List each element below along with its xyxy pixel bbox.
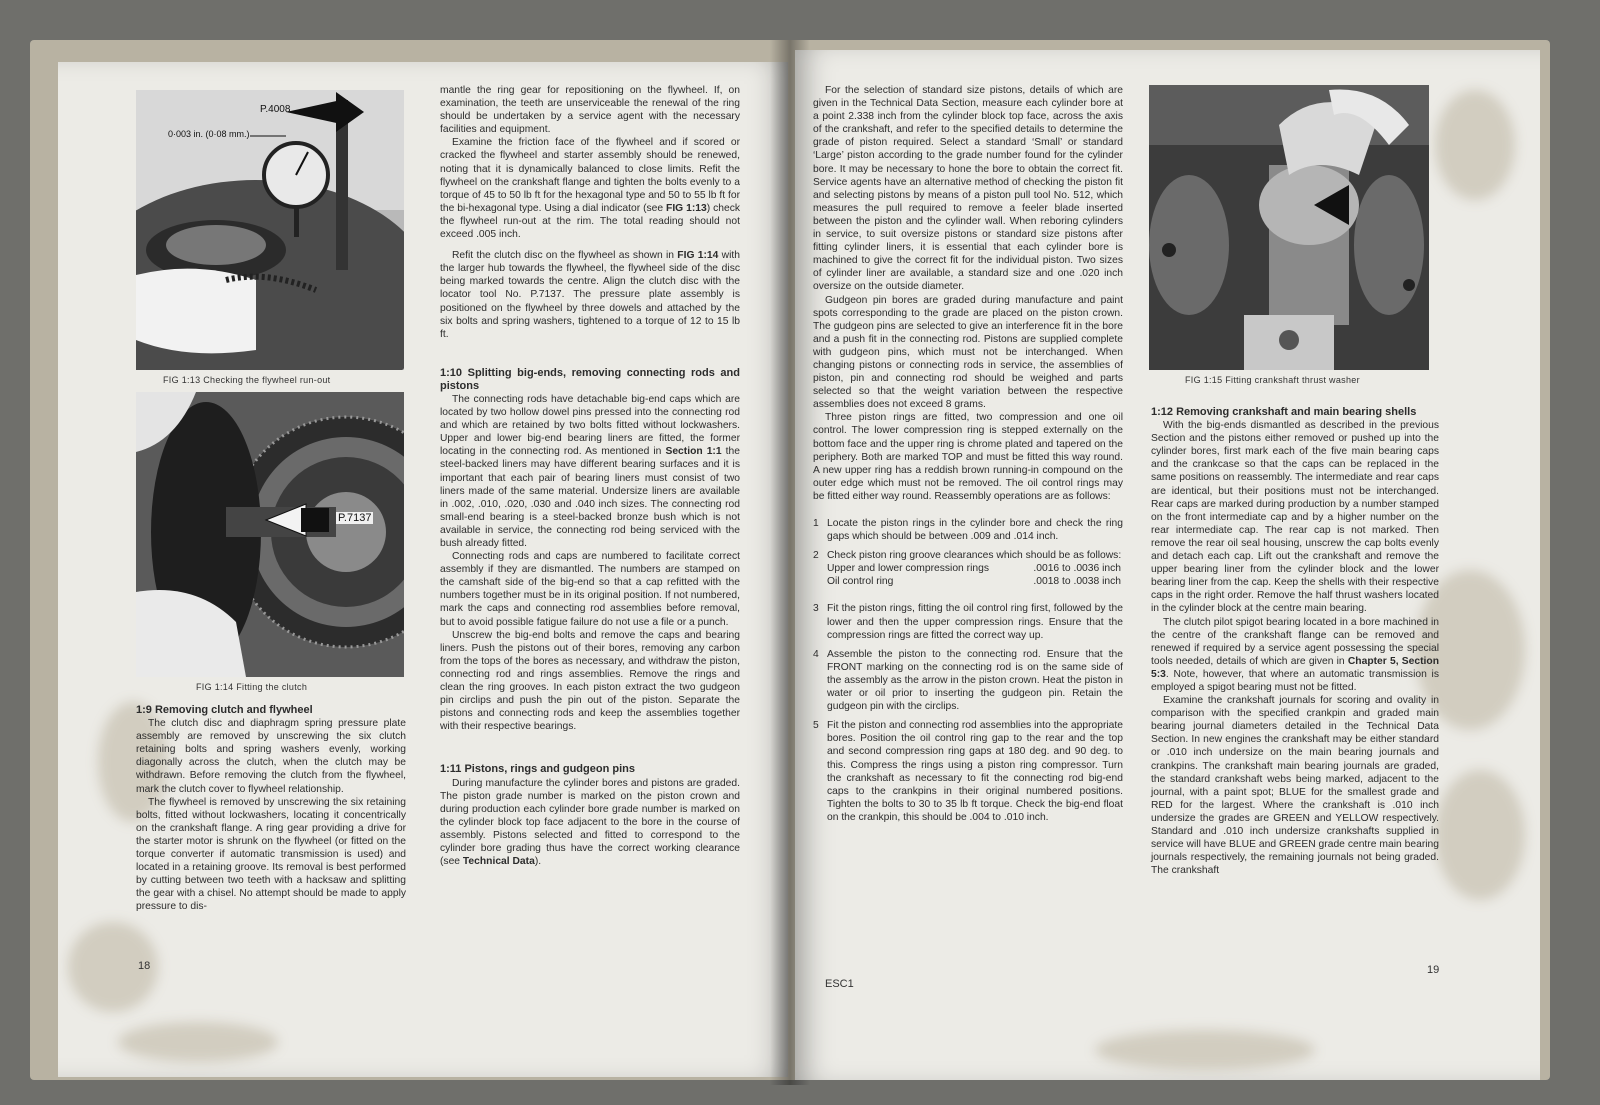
paragraph: For the selection of standard size pistons, details of which are given in the Technical Data Section, measure each cylinder bore at a point 2.338 inch from the cylinder block top face, across the axis of the crankshaft, and refer to the specified details to determine the grade of piston required. Select a standard ‘Small’ or standard ‘Large’ piston according to the grade number found for the cylinder bore. It may be necessary to hone the bore to obtain the correct fit. Service agents have an alternative method of checking the piston fit and selecting pistons by means of a piston pull tool No. 512, which measures the pull required to remove a feeler blade inserted between the piston and the cylinder wall. When reboring cylinders in service, to suit oversize pistons or standard size pistons after fitting cylinder liners, it is essential that each cylinder bore is machined to give the correct fit for the individual piston. Two sizes of cylinder liner are available, a standard size and one .020 inch oversize on the outside diameter.: [813, 85, 1123, 293]
reassembly-steps: [813, 517, 1123, 824]
fig15-photo: [1149, 85, 1429, 370]
step-item: 1 Locate the piston rings in the cylinder bore and check the ring gaps which should be between .009 and .014 inch.: [813, 518, 1123, 543]
right-page: [795, 50, 1540, 1080]
spec-row: Upper and lower compression rings .0016 to .0036 inch: [827, 563, 1121, 575]
heading-1-11: 1:11 Pistons, rings and gudgeon pins: [440, 763, 635, 776]
page-number-right: 19: [1427, 964, 1440, 976]
fig-ref: FIG 1:13: [666, 202, 707, 214]
spec-row: Oil control ring .0018 to .0038 inch: [827, 576, 1121, 588]
step-item: 5 Fit the piston and connecting rod assemblies into the appropriate bores. Position the oil control ring gap to the rear and the top and second compression ring gaps at 180 deg. and 90 deg. to this. Compress the rings using a piston ring compressor. Turn the crankshaft as necessary to fit the connecting rod big-end caps to the crankpins in their original numbered positions. Tighten the bolts to 30 to 35 lb ft torque. Check the big-end float on the crankpin, this should be .004 to .010 inch.: [813, 720, 1123, 823]
step-item: 4 Assemble the piston to the connecting rod. Ensure that the FRONT marking on the connecting rod is on the same side of the assembly as the arrow in the piston crown. Heat the piston in water or oil prior to inserting the gudgeon pin. Retain the gudgeon pin with the circlips.: [813, 648, 1123, 713]
heading-1-9: 1:9 Removing clutch and flywheel: [136, 704, 313, 716]
paragraph: With the big-ends dismantled as described in the previous Section and the pistons either removed or pushed up into the cylinder bores, first mark each of the five main bearing caps and the crankcase so that the caps can be replaced in the same positions on reassembly. The intermediate and rear caps are identical, but their positions must not be interchanged. Rear caps are marked during production by a number stamped on the front intermediate cap and by a higher number on the rear intermediate cap. The rear cap is not marked. Then remove the rear oil seal housing, unscrew the cap bolts evenly and detach each cap. Lift out the crankshaft and remove the upper bearing liner from the cylinder block and the lower bearing liner from the cap. Keep the shells with their respective caps in the right order. Remove the half thrust washers located in the cylinder block at the centre main bearing.: [1151, 420, 1439, 615]
paragraph: The clutch pilot spigot bearing located in a bore machined in the centre of the crankshaft flange can be removed and renewed if required by a service agent possessing the special tools needed, details of which are given in Chapter 5, Section 5:3. Note, however, that where an automatic transmission is employed a spigot bearing must not be fitted.: [1151, 616, 1439, 693]
paragraph: The connecting rods have detachable big-end caps which are located by two hollow dowel pins pressed into the connecting rod and which are retained by two bolts fitted without lockwashers. Upper and lower big-end bearing liners are fitted, the former locating in the connecting rod. As mentioned in Section 1:1 the steel-backed liners may have different bearing surfaces and it is important that each pair of bearing liners must consist of two liners made of the same material. Undersize liners are available in .002, .010, .020, .030 and .040 inch sizes. The connecting rod small-end bearing is a steel-backed bronze bush which is not available in service, the connecting rod being serviced with the bush already fitted.: [440, 393, 740, 549]
paragraph: The clutch disc and diaphragm spring pressure plate assembly are removed by unscrewing the six clutch retaining bolts and spring washers evenly, working diagonally across the clutch, when the clutch may be withdrawn. Before removing the clutch from the flywheel, mark the clutch cover to flywheel relationship.: [136, 718, 406, 795]
paragraph: Examine the crankshaft journals for scoring and ovality in comparison with the specified crankpin and graded main bearing journal diameters detailed in the Technical Data Section. In new engines the crankshaft may be either standard or .010 inch undersize on the main bearing journals and crankpins. The crankshaft main bearing journals are graded, the standard crankshaft webs being marked, adjacent to the journal, with a paint spot; BLUE for the smallest grade and RED for the largest. Where the crankshaft is .010 inch undersize the grades are GREEN and YELLOW respectively. Standard and .010 inch undersize crankshafts supplied in service will have BLUE and GREEN grade centre main bearing journals respectively, the remaining journals not being graded. The crankshaft: [1151, 695, 1439, 877]
paragraph: Examine the friction face of the flywheel and if scored or cracked the flywheel and starter assembly should be renewed, noting that it is dynamically balanced to close limits. Refit the flywheel on the crankshaft flange and tighten the bolts evenly to a torque of 45 to 50 lb ft for the hexagonal type and 50 to 55 lb ft for the bi-hexagonal type. Using a dial indicator (see FIG 1:13) check the flywheel run-out at the rim. The total reading should not exceed .005 inch.: [440, 137, 740, 241]
fig14-label-p7137: P.7137: [338, 512, 372, 524]
left-col1-text: [136, 704, 406, 914]
left-page: [58, 62, 788, 1077]
stain: [1435, 770, 1525, 900]
section-ref: Section 1:1: [665, 446, 722, 458]
paragraph: During manufacture the cylinder bores and pistons are graded. The piston grade number is marked on the piston crown and during production each cylinder bore grade number is marked on the cylinder block top face adjacent to the bore in the course of assembly. Pistons selected and fitted to correspond to the cylinder bore grading thus have the correct working clearance (see Technical Data).: [440, 777, 740, 868]
left-col2-text: [440, 84, 740, 868]
fig13-label-gauge: 0·003 in. (0·08 mm.): [168, 129, 250, 139]
paragraph: The flywheel is removed by unscrewing the six retaining bolts, fitted without lockwashers, locating it concentrically on the crankshaft flange. A ring gear providing a drive for the starter motor is shrunk on the flywheel (or fitted on the torque converter if automatic transmission is used) and located in a retaining groove. Its removal is best performed by cutting between two teeth with a hacksaw and splitting the gear with a chisel. No attempt should be made to apply pressure to dis-: [136, 796, 406, 913]
stain: [1095, 1030, 1315, 1070]
section-ref: Chapter 5, Section 5:3: [1151, 655, 1439, 680]
paragraph: Connecting rods and caps are numbered to facilitate correct assembly if they are dismantled. The numbers are stamped on the camshaft side of the big-end so that a cap refitted with the numbers together must be in its original position. If not numbered, mark the caps and connecting rod assemblies before removal, but to avoid possible fatigue failure do not use a file or a punch.: [440, 551, 740, 628]
step-item: 3 Fit the piston rings, fitting the oil control ring first, followed by the lower and then the upper compression rings. Ensure that the compression rings are fitted the correct way up.: [813, 603, 1123, 641]
footer-code: ESC1: [825, 978, 854, 990]
page-number-left: 18: [138, 960, 151, 972]
paragraph: Three piston rings are fitted, two compression and one oil control. The lower compression ring is stepped externally on the bottom face and the upper ring is chrome plated and tapered on the periphery. Both are marked TOP and must be fitted this way round. A new upper ring has a reddish brown running-in compound on the outer edge which must not be removed. The oil control rings may be fitted either way round. Reassembly operations are as follows:: [813, 412, 1123, 502]
fig15-caption: FIG 1:15 Fitting crankshaft thrust washer: [1185, 375, 1360, 385]
fig14-caption: FIG 1:14 Fitting the clutch: [196, 682, 308, 692]
paragraph: Gudgeon pin bores are graded during manufacture and paint spots corresponding to the grade are placed on the piston crown. The gudgeon pins are selected to give an interference fit in the bore and a push fit in the connecting rod. Pistons are supplied complete with gudgeon pins, which must not be interchanged. When changing pistons or connecting rods in service, the assemblies of piston, pin and connecting rod should be weighed and parts selected so that the weight variation between the respective assemblies does not exceed 8 grams.: [813, 294, 1123, 411]
fig-ref: FIG 1:14: [677, 250, 719, 262]
paragraph: Unscrew the big-end bolts and remove the caps and bearing liners. Push the pistons out of their bores, removing any carbon from the tops of the bores as necessary, and withdraw the piston, connecting rod and rings assemblies. Remove the rings and clean the ring grooves. In each piston extract the two gudgeon pin circlips and push the pin out of the piston. Separate the pistons and connecting rods and keep the assemblies together with their respective bearings.: [440, 629, 740, 733]
step-item: 2 Check piston ring groove clearances which should be as follows: Upper and lower compression rings .0016 to .0036 inch Oil control ring .0018 to .0038 inch: [813, 550, 1122, 588]
fig13-photo: [136, 90, 404, 370]
ref-technical-data: Technical Data: [462, 856, 535, 868]
right-col1-text: [813, 84, 1123, 830]
right-col2-text: [1151, 406, 1439, 877]
stain: [1435, 90, 1515, 200]
paragraph: Refit the clutch disc on the flywheel as shown in FIG 1:14 with the larger hub towards the flywheel, the flywheel side of the disc being marked towards the centre. Align the clutch disc with the locator tool No. P.7137. The pressure plate assembly is positioned on the flywheel by three dowels and attached by the six bolts and spring washers, tightened to a torque of 12 to 15 lb ft.: [440, 250, 740, 340]
stain: [118, 1022, 278, 1062]
fig14-photo: [136, 392, 404, 677]
fig13-caption: FIG 1:13 Checking the flywheel run-out: [163, 375, 331, 385]
heading-1-10: 1:10 Splitting big-ends, removing connecting rods and pistons: [440, 366, 740, 392]
fig13-label-p4008: P.4008: [260, 104, 291, 115]
heading-1-12: 1:12 Removing crankshaft and main bearing shells: [1151, 406, 1417, 418]
paragraph: mantle the ring gear for repositioning on the flywheel. If, on examination, the teeth are unserviceable the renewal of the ring should be undertaken by a service agent with the necessary facilities and equipment.: [440, 85, 740, 136]
